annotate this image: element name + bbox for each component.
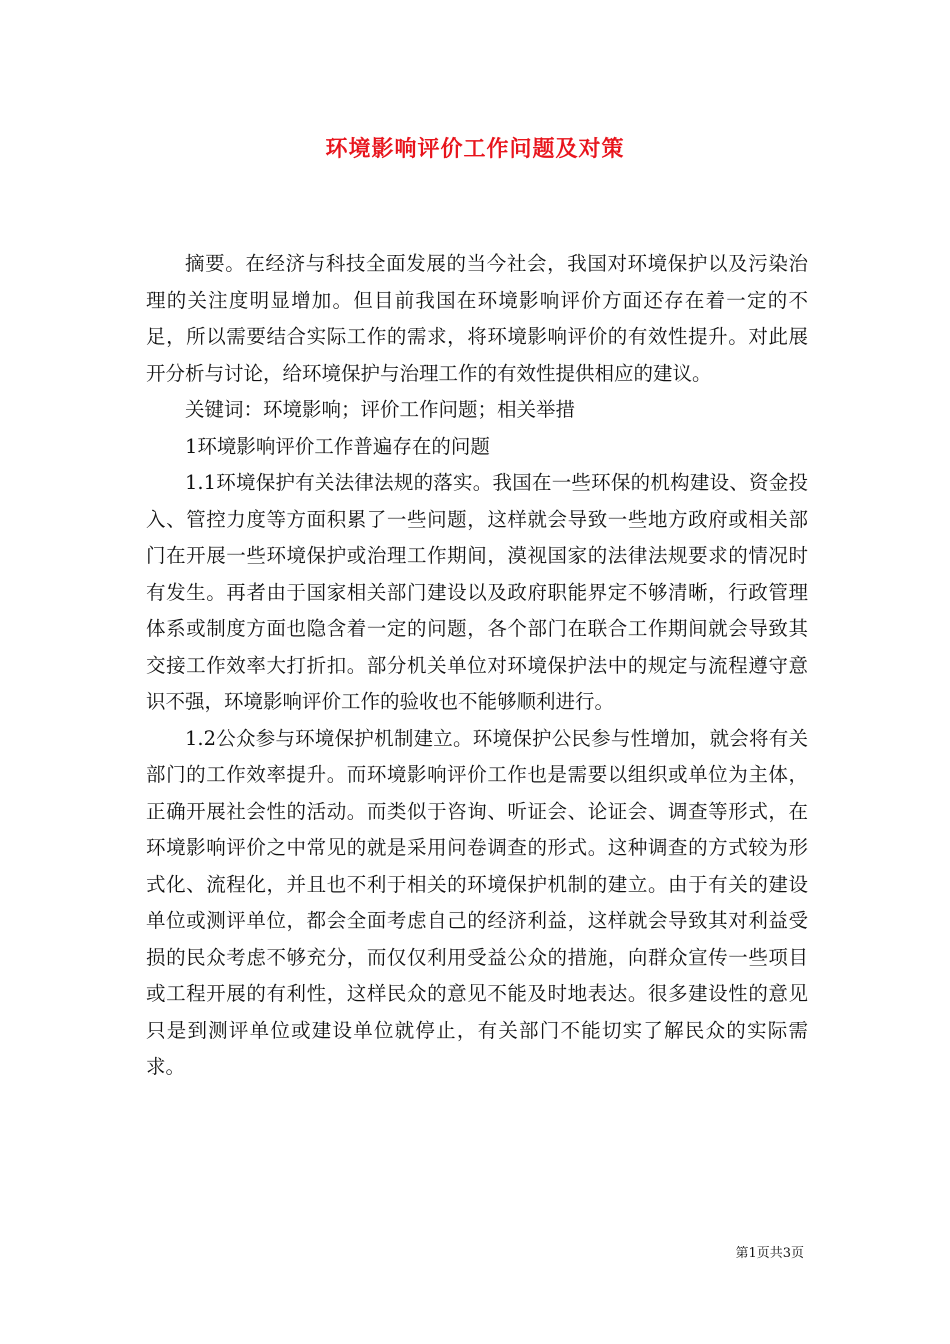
keywords-paragraph: 关键词：环境影响；评价工作问题；相关举措 xyxy=(185,398,576,421)
section-heading: 1环境影响评价工作普遍存在的问题 xyxy=(185,434,490,458)
body-paragraph: 1.2公众参与环境保护机制建立。环境保护公民参与性增加，就会将有关部门的工作效率提升。而环境影响评价工作也是需要以组织或单位为主体，正确开展社会性的活动。而类似于咨询、听证会、论证会、调查等形式，在环境影响评价之中常见的就是采用问卷调查的形式。这种调查的方式较为形式化、流程化，并且也不利于相关的环境保护机制的建立。由于有关的建设单位或测评单位，都会全面考虑自己的经济利益，这样就会导致其对利益受损的民众考虑不够充分，而仅仅利用受益公众的措施，向群众宣传一些项目或工程开展的有利性，这样民众的意见不能及时地表达。很多建设性的意见只是到测评单位或建设单位就停止，有关部门不能切实了解民众的实际需求。 xyxy=(146,726,808,1078)
page-number: 第1页共3页 xyxy=(735,1246,804,1261)
body-paragraph: 1.1环境保护有关法律法规的落实。我国在一些环保的机构建设、资金投入、管控力度等方面积累了一些问题，这样就会导致一些地方政府或相关部门在开展一些环境保护或治理工作期间，漠视国家的法律法规要求的情况时有发生。再者由于国家相关部门建设以及政府职能界定不够清晰，行政管理体系或制度方面也隐含着一定的问题，各个部门在联合工作期间就会导致其交接工作效率大打折扣。部分机关单位对环境保护法中的规定与流程遵守意识不强，环境影响评价工作的验收也不能够顺利进行。 xyxy=(146,471,808,713)
document-body xyxy=(146,246,808,1086)
document-title: 环境影响评价工作问题及对策 xyxy=(325,136,625,162)
abstract-paragraph: 摘要。在经济与科技全面发展的当今社会，我国对环境保护以及污染治理的关注度明显增加。但目前我国在环境影响评价方面还存在着一定的不足，所以需要结合实际工作的需求，将环境影响评价的有效性提升。对此展开分析与讨论，给环境保护与治理工作的有效性提供相应的建议。 xyxy=(146,252,808,385)
